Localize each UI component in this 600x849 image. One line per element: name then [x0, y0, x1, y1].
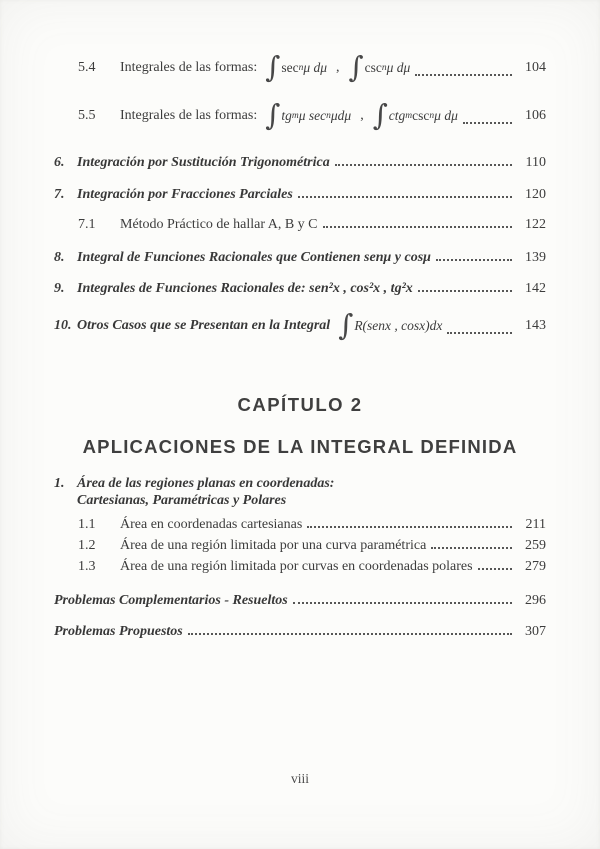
row-label: Área en coordenadas cartesianas	[120, 517, 303, 532]
row-number: 9.	[54, 281, 65, 296]
math-expression: ∫ R(senx , cosx)dx	[338, 307, 443, 342]
toc-row	[54, 516, 546, 534]
leader-dots	[463, 122, 512, 124]
page-number: 122	[525, 217, 546, 232]
row-number: 7.	[54, 187, 65, 202]
page-number: 120	[525, 187, 546, 202]
page-number: 211	[525, 517, 546, 532]
toc-row	[54, 623, 546, 641]
row-label: Integrales de las formas:	[120, 60, 258, 75]
chapter-kicker: CAPÍTULO 2	[237, 394, 363, 415]
row-label: Integral de Funciones Racionales que Contienen senμ y cosμ	[77, 250, 431, 265]
footer-page-number: viii	[290, 771, 309, 786]
leader-dots	[293, 602, 512, 604]
leader-dots	[323, 226, 512, 228]
page-number: 139	[525, 250, 546, 265]
toc-item-heading	[54, 475, 546, 509]
toc-row	[54, 280, 546, 298]
leader-dots	[436, 259, 512, 261]
toc-row	[54, 308, 546, 344]
page-number: 142	[525, 281, 546, 296]
row-label: Otros Casos que se Presentan en la Integral	[77, 318, 331, 333]
leader-dots	[418, 290, 512, 292]
row-number: 7.1	[78, 217, 96, 232]
toc-row	[54, 558, 546, 576]
toc-row	[54, 186, 546, 204]
row-number: 1.1	[78, 517, 96, 532]
toc-row	[54, 50, 546, 86]
row-number: 1.	[54, 476, 65, 491]
math-expression: ∫ tg m μ sec n μdμ , ∫ ctg m csc n μ dμ	[265, 97, 458, 132]
page-number: 307	[525, 624, 546, 639]
row-number: 5.4	[78, 60, 96, 75]
row-number: 5.5	[78, 108, 96, 123]
page-number: 279	[525, 559, 546, 574]
row-label: Integración por Fracciones Parciales	[77, 187, 293, 202]
integral-sign: ∫	[338, 307, 354, 342]
row-label: Problemas Complementarios - Resueltos	[54, 593, 288, 608]
integral-sign: ∫	[348, 49, 364, 84]
row-label: Área de las regiones planas en coordenadas: Cartesianas, Paramétricas y Polares	[77, 476, 335, 508]
page-number: 106	[525, 108, 546, 123]
row-label: Área de una región limitada por una curva paramétrica	[120, 538, 427, 553]
row-number: 8.	[54, 250, 65, 265]
integral-sign: ∫	[372, 97, 388, 132]
toc-row	[54, 249, 546, 267]
toc-row	[54, 537, 546, 555]
leader-dots	[415, 74, 512, 76]
row-label: Problemas Propuestos	[54, 624, 183, 639]
row-number: 10.	[54, 318, 72, 333]
integral-sign: ∫	[265, 97, 281, 132]
toc-row	[54, 592, 546, 610]
page-number: 110	[525, 155, 546, 170]
row-number: 1.2	[78, 538, 96, 553]
row-label: Área de una región limitada por curvas en coordenadas polares	[120, 559, 473, 574]
toc-row	[54, 98, 546, 134]
leader-dots	[335, 164, 512, 166]
row-label: Integrales de Funciones Racionales de: sen²x , cos²x , tg²x	[77, 281, 413, 296]
leader-dots	[298, 196, 512, 198]
row-label: Integración por Sustitución Trigonométrica	[77, 155, 330, 170]
math-expression: ∫ sec n μ dμ , ∫ csc n μ dμ	[265, 49, 411, 84]
page-number: 143	[525, 318, 546, 333]
leader-dots	[188, 633, 512, 635]
row-label: Método Práctico de hallar A, B y C	[120, 217, 318, 232]
row-label: Integrales de las formas:	[120, 108, 258, 123]
page-number: 104	[525, 60, 546, 75]
row-number: 6.	[54, 155, 65, 170]
leader-dots	[431, 547, 512, 549]
leader-dots	[307, 526, 512, 528]
chapter-title: APLICACIONES DE LA INTEGRAL DEFINIDA	[82, 436, 518, 457]
integral-sign: ∫	[265, 49, 281, 84]
leader-dots	[447, 332, 512, 334]
page-number: 259	[525, 538, 546, 553]
row-number: 1.3	[78, 559, 96, 574]
page-number: 296	[525, 593, 546, 608]
toc-row	[54, 216, 546, 234]
toc-row	[54, 154, 546, 172]
leader-dots	[478, 568, 512, 570]
